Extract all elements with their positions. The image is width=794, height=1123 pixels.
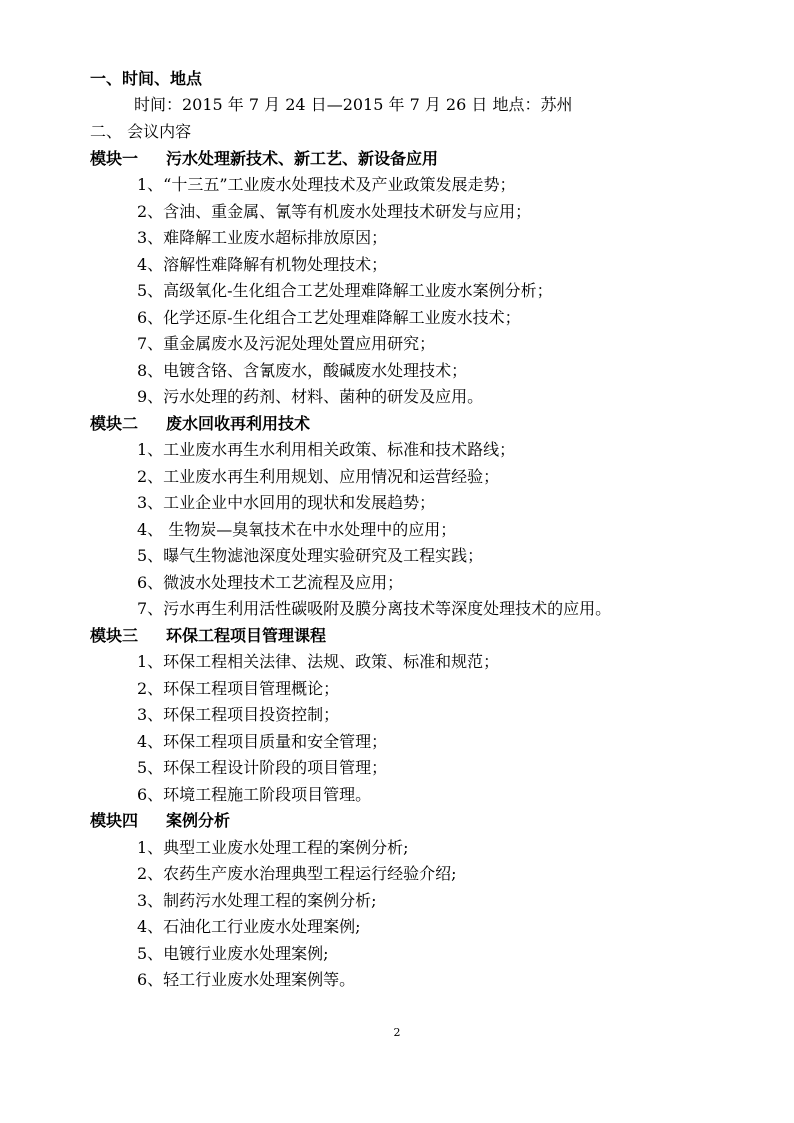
- module-heading-4: [90, 808, 230, 834]
- list-item: 2、工业废水再生利用规划、应用情况和运营经验；: [137, 467, 500, 486]
- module-heading-3: [90, 623, 326, 649]
- list-item: 4、溶解性难降解有机物处理技术；: [137, 255, 388, 274]
- list-item: 1、工业废水再生水利用相关政策、标准和技术路线；: [137, 440, 516, 459]
- list-item: 7、污水再生利用活性碳吸附及膜分离技术等深度处理技术的应用。: [137, 599, 612, 618]
- module-heading-2: [90, 411, 310, 437]
- list-item: 7、重金属废水及污泥处理处置应用研究；: [137, 334, 436, 353]
- time-place-info: 时间：2015 年 7 月 24 日—2015 年 7 月 26 日 地点：苏州: [134, 95, 573, 114]
- list-item: 2、含油、重金属、氰等有机废水处理技术研发与应用；: [137, 202, 532, 221]
- list-item: 9、污水处理的药剂、材料、菌种的研发及应用。: [137, 387, 484, 406]
- list-item: 3、环保工程项目投资控制；: [137, 705, 340, 724]
- module-label: 模块二: [90, 414, 139, 433]
- list-item: 6、微波水处理技术工艺流程及应用；: [137, 573, 404, 592]
- module-label: 模块三: [90, 626, 139, 645]
- list-item: 2、环保工程项目管理概论；: [137, 679, 340, 698]
- module-title: 污水处理新技术、新工艺、新设备应用: [166, 149, 439, 168]
- list-item: 6、化学还原-生化组合工艺处理难降解工业废水技术；: [137, 308, 521, 327]
- list-item: 3、工业企业中水回用的现状和发展趋势；: [137, 493, 436, 512]
- list-item: 3、制药污水处理工程的案例分析;: [137, 891, 377, 910]
- module-title: 废水回收再利用技术: [166, 414, 311, 433]
- list-item: 6、轻工行业废水处理案例等。: [137, 970, 356, 989]
- module-title: 案例分析: [166, 811, 231, 830]
- module-label: 模块四: [90, 811, 139, 830]
- list-item: 4、环保工程项目质量和安全管理；: [137, 732, 388, 751]
- list-item: 4、石油化工行业废水处理案例;: [137, 917, 361, 936]
- list-item: 1、环保工程相关法律、法规、政策、标准和规范；: [137, 652, 500, 671]
- list-item: 5、高级氧化-生化组合工艺处理难降解工业废水案例分析；: [137, 281, 553, 300]
- list-item: 1、“十三五”工业废水处理技术及产业政策发展走势；: [137, 175, 516, 194]
- module-title: 环保工程项目管理课程: [166, 626, 327, 645]
- list-item: 5、电镀行业废水处理案例;: [137, 944, 329, 963]
- list-item: 1、典型工业废水处理工程的案例分析;: [137, 838, 409, 857]
- list-item: 4、 生物炭—臭氧技术在中水处理中的应用；: [137, 520, 457, 539]
- list-item: 6、环境工程施工阶段项目管理。: [137, 785, 372, 804]
- list-item: 5、环保工程设计阶段的项目管理；: [137, 758, 388, 777]
- list-item: 2、农药生产废水治理典型工程运行经验介绍;: [137, 864, 457, 883]
- list-item: 8、电镀含铬、含氰废水，酸碱废水处理技术；: [137, 361, 468, 380]
- page-number: 2: [393, 1026, 401, 1039]
- list-item: 3、难降解工业废水超标排放原因；: [137, 228, 388, 247]
- module-label: 模块一: [90, 149, 139, 168]
- module-heading-1: [90, 146, 438, 172]
- section-heading-time-place: 一、时间、地点: [90, 69, 203, 88]
- section-heading-content: 二、 会议内容: [90, 122, 192, 141]
- list-item: 5、曝气生物滤池深度处理实验研究及工程实践；: [137, 546, 484, 565]
